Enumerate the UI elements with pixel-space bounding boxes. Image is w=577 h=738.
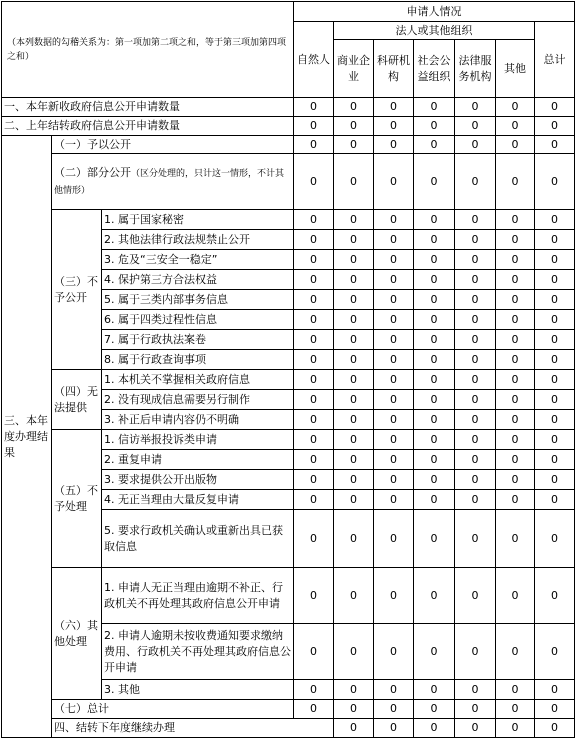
header-natural: 自然人 [294, 22, 334, 98]
value-cell: 0 [535, 330, 575, 350]
value-cell: 0 [414, 350, 455, 370]
value-cell: 0 [294, 624, 334, 680]
value-cell: 0 [414, 310, 455, 330]
value-cell: 0 [535, 470, 575, 490]
value-cell: 0 [496, 230, 535, 250]
value-cell: 0 [496, 624, 535, 680]
value-cell: 0 [414, 230, 455, 250]
value-cell: 0 [414, 250, 455, 270]
value-cell: 0 [496, 680, 535, 700]
value-cell: 0 [455, 624, 496, 680]
value-cell: 0 [414, 700, 455, 719]
value-cell: 0 [535, 98, 575, 117]
value-cell: 0 [374, 568, 414, 624]
value-cell: 0 [455, 719, 496, 738]
value-cell: 0 [374, 154, 414, 210]
value-cell: 0 [496, 270, 535, 290]
header-applicant: 申请人情况 [294, 2, 575, 22]
item-label: 3. 要求提供公开出版物 [102, 470, 294, 490]
value-cell: 0 [334, 117, 374, 136]
gov-info-disclosure-table [1, 1, 575, 738]
value-cell: 0 [535, 700, 575, 719]
value-cell: 0 [414, 490, 455, 510]
value-cell: 0 [374, 624, 414, 680]
value-cell: 0 [334, 719, 374, 738]
section-unavailable: （四）无法提供 [52, 370, 102, 430]
item-label: 4. 无正当理由大量反复申请 [102, 490, 294, 510]
value-cell: 0 [455, 370, 496, 390]
value-cell: 0 [374, 210, 414, 230]
value-cell: 0 [535, 290, 575, 310]
value-cell: 0 [374, 470, 414, 490]
value-cell: 0 [334, 98, 374, 117]
value-cell: 0 [334, 330, 374, 350]
value-cell: 0 [294, 210, 334, 230]
value-cell: 0 [294, 410, 334, 430]
value-cell: 0 [455, 350, 496, 370]
value-cell: 0 [535, 250, 575, 270]
value-cell: 0 [455, 390, 496, 410]
value-cell: 0 [294, 568, 334, 624]
item-label: 7. 属于行政执法案卷 [102, 330, 294, 350]
value-cell: 0 [455, 310, 496, 330]
item-label: 1. 属于国家秘密 [102, 210, 294, 230]
section-not-processed: （五）不予处理 [52, 430, 102, 568]
value-cell: 0 [294, 117, 334, 136]
value-cell: 0 [334, 470, 374, 490]
header-social: 社会公益组织 [414, 40, 455, 98]
value-cell: 0 [374, 330, 414, 350]
value-cell: 0 [374, 310, 414, 330]
value-cell: 0 [455, 290, 496, 310]
row-label-carried: 二、上年结转政府信息公开申请数量 [2, 117, 294, 136]
value-cell: 0 [535, 568, 575, 624]
value-cell: 0 [414, 680, 455, 700]
value-cell: 0 [414, 719, 455, 738]
item-label: 3. 补正后申请内容仍不明确 [102, 410, 294, 430]
value-cell: 0 [455, 450, 496, 470]
row-label-new: 一、本年新收政府信息公开申请数量 [2, 98, 294, 117]
value-cell: 0 [334, 270, 374, 290]
value-cell: 0 [334, 250, 374, 270]
value-cell: 0 [535, 370, 575, 390]
value-cell: 0 [374, 270, 414, 290]
row-label-next-year: 四、结转下年度继续办理 [52, 719, 334, 738]
section-partial [52, 154, 294, 210]
value-cell: 0 [374, 390, 414, 410]
value-cell: 0 [294, 250, 334, 270]
value-cell: 0 [294, 430, 334, 450]
value-cell: 0 [294, 490, 334, 510]
value-cell: 0 [414, 624, 455, 680]
section-partial-label: （二）部分公开 [54, 165, 131, 179]
value-cell: 0 [496, 290, 535, 310]
value-cell: 0 [374, 136, 414, 154]
value-cell: 0 [374, 230, 414, 250]
value-cell: 0 [294, 98, 334, 117]
value-cell: 0 [334, 136, 374, 154]
item-label: 2. 没有现成信息需要另行制作 [102, 390, 294, 410]
value-cell: 0 [496, 470, 535, 490]
header-commercial: 商业企业 [334, 40, 374, 98]
item-label: 3. 其他 [102, 680, 294, 700]
value-cell: 0 [414, 450, 455, 470]
value-cell: 0 [455, 250, 496, 270]
value-cell: 0 [414, 330, 455, 350]
value-cell: 0 [414, 136, 455, 154]
value-cell: 0 [535, 410, 575, 430]
value-cell: 0 [294, 136, 334, 154]
value-cell: 0 [496, 410, 535, 430]
item-label: 8. 属于行政查询事项 [102, 350, 294, 370]
value-cell: 0 [414, 270, 455, 290]
value-cell: 0 [455, 154, 496, 210]
value-cell: 0 [455, 330, 496, 350]
section-other: （六）其他处理 [52, 568, 102, 700]
value-cell: 0 [455, 136, 496, 154]
value-cell: 0 [374, 290, 414, 310]
value-cell: 0 [294, 230, 334, 250]
value-cell: 0 [414, 410, 455, 430]
header-legal: 法人或其他组织 [334, 22, 535, 40]
value-cell: 0 [294, 510, 334, 568]
value-cell: 0 [535, 510, 575, 568]
item-label: 4. 保护第三方合法权益 [102, 270, 294, 290]
item-label: 5. 要求行政机关确认或重新出具已获取信息 [102, 510, 294, 568]
value-cell: 0 [334, 450, 374, 470]
value-cell: 0 [334, 490, 374, 510]
value-cell: 0 [374, 700, 414, 719]
value-cell: 0 [374, 430, 414, 450]
value-cell: 0 [455, 510, 496, 568]
value-cell: 0 [535, 390, 575, 410]
value-cell: 0 [496, 719, 535, 738]
value-cell: 0 [334, 430, 374, 450]
section-total: （七）总计 [52, 700, 294, 719]
item-label: 3. 危及“三安全一稳定” [102, 250, 294, 270]
header-research: 科研机构 [374, 40, 414, 98]
value-cell: 0 [535, 270, 575, 290]
value-cell: 0 [294, 700, 334, 719]
value-cell: 0 [294, 154, 334, 210]
value-cell: 0 [455, 117, 496, 136]
value-cell: 0 [414, 98, 455, 117]
value-cell: 0 [374, 117, 414, 136]
value-cell: 0 [294, 680, 334, 700]
value-cell: 0 [374, 410, 414, 430]
value-cell: 0 [414, 290, 455, 310]
item-label: 6. 属于四类过程性信息 [102, 310, 294, 330]
value-cell: 0 [496, 700, 535, 719]
value-cell: 0 [294, 370, 334, 390]
value-cell: 0 [496, 310, 535, 330]
value-cell: 0 [535, 719, 575, 738]
value-cell: 0 [535, 210, 575, 230]
item-label: 2. 其他法律行政法规禁止公开 [102, 230, 294, 250]
value-cell: 0 [496, 510, 535, 568]
item-label: 1. 本机关不掌握相关政府信息 [102, 370, 294, 390]
value-cell: 0 [535, 117, 575, 136]
value-cell: 0 [455, 210, 496, 230]
value-cell: 0 [455, 680, 496, 700]
value-cell: 0 [535, 230, 575, 250]
section-partial-note: （区分处理的，只计这一情形，不计其他情形） [54, 168, 285, 196]
value-cell: 0 [414, 430, 455, 450]
value-cell: 0 [334, 568, 374, 624]
value-cell: 0 [414, 370, 455, 390]
item-label: 1. 申请人无正当理由逾期不补正、行政机关不再处理其政府信息公开申请 [102, 568, 294, 624]
value-cell: 0 [334, 510, 374, 568]
row-label-results: 三、本年度办理结果 [2, 136, 52, 738]
value-cell: 0 [455, 410, 496, 430]
value-cell: 0 [455, 270, 496, 290]
value-cell: 0 [294, 350, 334, 370]
value-cell: 0 [414, 470, 455, 490]
value-cell: 0 [414, 210, 455, 230]
value-cell: 0 [374, 98, 414, 117]
section-public: （一）予以公开 [52, 136, 294, 154]
value-cell: 0 [535, 430, 575, 450]
value-cell: 0 [334, 390, 374, 410]
value-cell: 0 [294, 290, 334, 310]
value-cell: 0 [535, 450, 575, 470]
value-cell: 0 [414, 154, 455, 210]
header-legal-service: 法律服务机构 [455, 40, 496, 98]
value-cell: 0 [294, 390, 334, 410]
header-note: （本列数据的勾稽关系为：第一项加第二项之和，等于第三项加第四项之和） [2, 2, 294, 98]
value-cell: 0 [294, 310, 334, 330]
value-cell: 0 [455, 430, 496, 450]
value-cell: 0 [334, 310, 374, 330]
section-not-public: （三）不予公开 [52, 210, 102, 370]
value-cell: 0 [496, 136, 535, 154]
value-cell: 0 [374, 450, 414, 470]
value-cell: 0 [455, 98, 496, 117]
value-cell: 0 [334, 350, 374, 370]
value-cell: 0 [496, 117, 535, 136]
value-cell: 0 [374, 250, 414, 270]
value-cell: 0 [334, 230, 374, 250]
value-cell: 0 [334, 210, 374, 230]
header-total: 总计 [535, 22, 575, 98]
value-cell: 0 [414, 510, 455, 568]
value-cell: 0 [535, 490, 575, 510]
item-label: 1. 信访举报投诉类申请 [102, 430, 294, 450]
value-cell: 0 [455, 700, 496, 719]
value-cell: 0 [374, 680, 414, 700]
value-cell: 0 [496, 154, 535, 210]
item-label: 5. 属于三类内部事务信息 [102, 290, 294, 310]
value-cell: 0 [496, 370, 535, 390]
value-cell: 0 [455, 490, 496, 510]
value-cell: 0 [496, 250, 535, 270]
value-cell: 0 [496, 210, 535, 230]
value-cell: 0 [334, 290, 374, 310]
value-cell: 0 [535, 680, 575, 700]
value-cell: 0 [334, 680, 374, 700]
value-cell: 0 [414, 390, 455, 410]
value-cell: 0 [334, 154, 374, 210]
value-cell: 0 [334, 700, 374, 719]
value-cell: 0 [496, 330, 535, 350]
value-cell: 0 [535, 624, 575, 680]
value-cell: 0 [374, 719, 414, 738]
value-cell: 0 [496, 390, 535, 410]
value-cell: 0 [334, 410, 374, 430]
value-cell: 0 [414, 117, 455, 136]
item-label: 2. 申请人逾期未按收费通知要求缴纳费用、行政机关不再处理其政府信息公开申请 [102, 624, 294, 680]
value-cell: 0 [374, 350, 414, 370]
value-cell: 0 [294, 330, 334, 350]
value-cell: 0 [496, 568, 535, 624]
value-cell: 0 [294, 270, 334, 290]
value-cell: 0 [535, 350, 575, 370]
value-cell: 0 [496, 490, 535, 510]
value-cell: 0 [374, 490, 414, 510]
value-cell: 0 [455, 568, 496, 624]
value-cell: 0 [496, 450, 535, 470]
value-cell: 0 [334, 624, 374, 680]
value-cell: 0 [535, 136, 575, 154]
value-cell: 0 [455, 230, 496, 250]
value-cell: 0 [334, 370, 374, 390]
value-cell: 0 [535, 310, 575, 330]
value-cell: 0 [294, 470, 334, 490]
value-cell: 0 [414, 568, 455, 624]
value-cell: 0 [294, 450, 334, 470]
header-other: 其他 [496, 40, 535, 98]
value-cell: 0 [496, 430, 535, 450]
value-cell: 0 [374, 510, 414, 568]
value-cell: 0 [496, 350, 535, 370]
value-cell: 0 [496, 98, 535, 117]
value-cell: 0 [455, 470, 496, 490]
item-label: 2. 重复申请 [102, 450, 294, 470]
value-cell: 0 [535, 154, 575, 210]
value-cell: 0 [374, 370, 414, 390]
